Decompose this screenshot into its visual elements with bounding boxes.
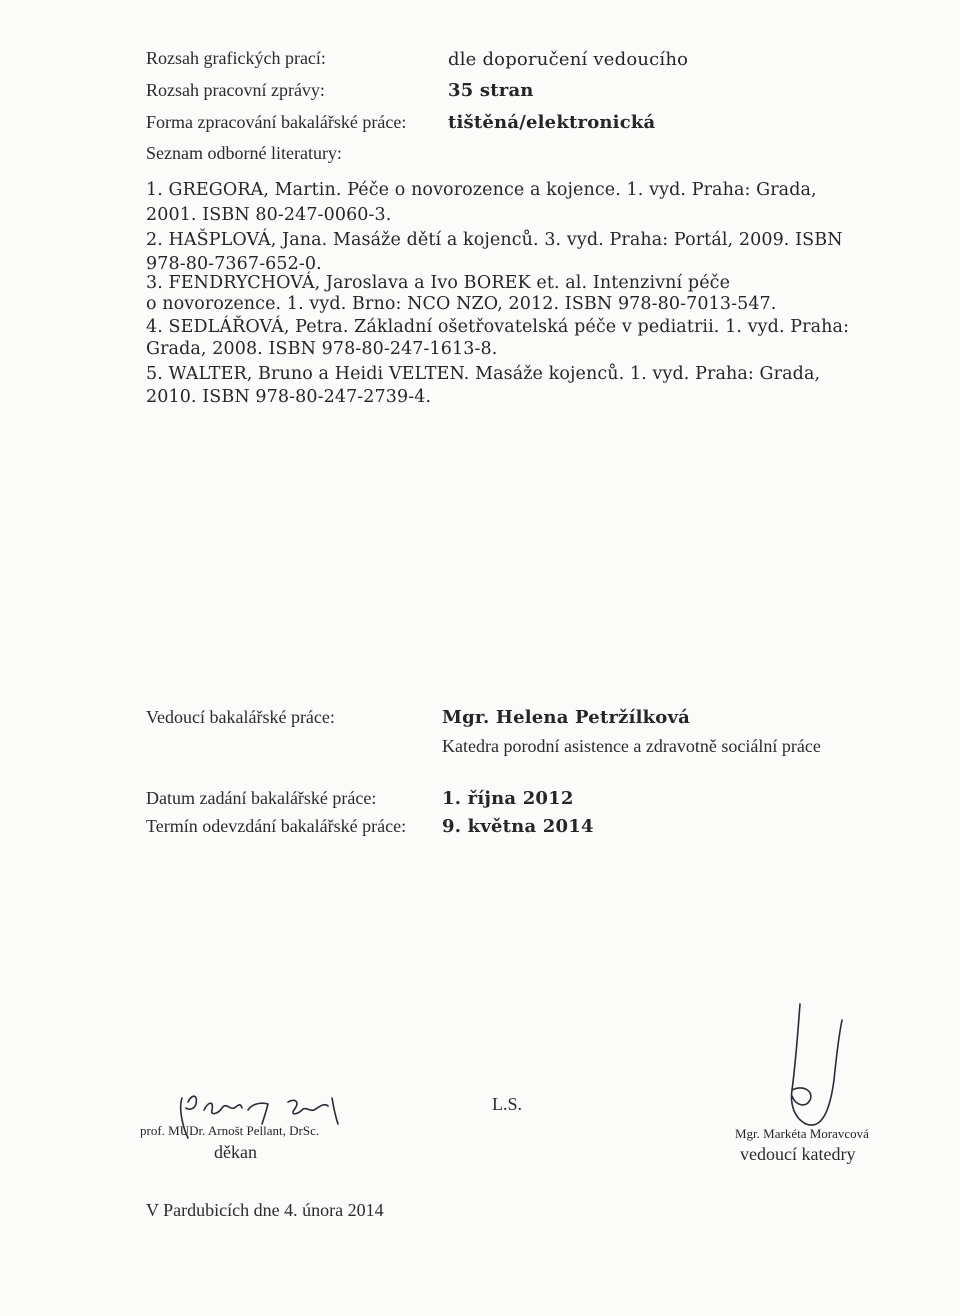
supervisor-department: Katedra porodní asistence a zdravotně sociální práce [442, 736, 821, 756]
head-name: Mgr. Markéta Moravcová [735, 1126, 869, 1141]
place-date: V Pardubicích dne 4. února 2014 [146, 1200, 384, 1220]
deadline-value: 9. května 2014 [442, 816, 594, 837]
form-label: Forma zpracování bakalářské práce: [146, 112, 407, 132]
literature-item-3-line1: 3. FENDRYCHOVÁ, Jaroslava a Ivo BOREK et. al. Intenzivní péče [146, 273, 731, 293]
literature-label: Seznam odborné literatury: [146, 143, 342, 163]
literature-item-1-line2: 2001. ISBN 80-247-0060-3. [146, 205, 392, 225]
scope-graphic-label: Rozsah grafických prací: [146, 48, 326, 68]
scope-report-value: 35 stran [448, 80, 534, 101]
head-role: vedoucí katedry [740, 1144, 856, 1164]
assigned-date-label: Datum zadání bakalářské práce: [146, 788, 377, 808]
seal-placeholder: L.S. [492, 1094, 523, 1114]
literature-item-4-line2: Grada, 2008. ISBN 978-80-247-1613-8. [146, 339, 498, 359]
literature-item-4-line1: 4. SEDLÁŘOVÁ, Petra. Základní ošetřovatelská péče v pediatrii. 1. vyd. Praha: [146, 317, 850, 337]
literature-item-5-line2: 2010. ISBN 978-80-247-2739-4. [146, 387, 432, 407]
supervisor-name: Mgr. Helena Petržílková [442, 707, 691, 728]
scope-graphic-value: dle doporučení vedoucího [448, 49, 689, 70]
supervisor-label: Vedoucí bakalářské práce: [146, 707, 335, 727]
deadline-label: Termín odevzdání bakalářské práce: [146, 816, 407, 836]
literature-item-3-line2: o novorozence. 1. vyd. Brno: NCO NZO, 2012. ISBN 978-80-7013-547. [146, 294, 777, 314]
literature-item-5-line1: 5. WALTER, Bruno a Heidi VELTEN. Masáže kojenců. 1. vyd. Praha: Grada, [146, 364, 821, 384]
literature-item-2-line2: 978-80-7367-652-0. [146, 254, 322, 274]
head-signature [770, 1000, 850, 1130]
form-value: tištěná/elektronická [448, 112, 656, 133]
dean-name: prof. MUDr. Arnošt Pellant, DrSc. [140, 1123, 320, 1138]
dean-role: děkan [214, 1142, 257, 1162]
literature-item-2-line1: 2. HAŠPLOVÁ, Jana. Masáže dětí a kojenců. 3. vyd. Praha: Portál, 2009. ISBN [146, 230, 843, 250]
assigned-date-value: 1. října 2012 [442, 788, 574, 809]
literature-item-1-line1: 1. GREGORA, Martin. Péče o novorozence a kojence. 1. vyd. Praha: Grada, [146, 180, 817, 200]
scope-report-label: Rozsah pracovní zprávy: [146, 80, 325, 100]
